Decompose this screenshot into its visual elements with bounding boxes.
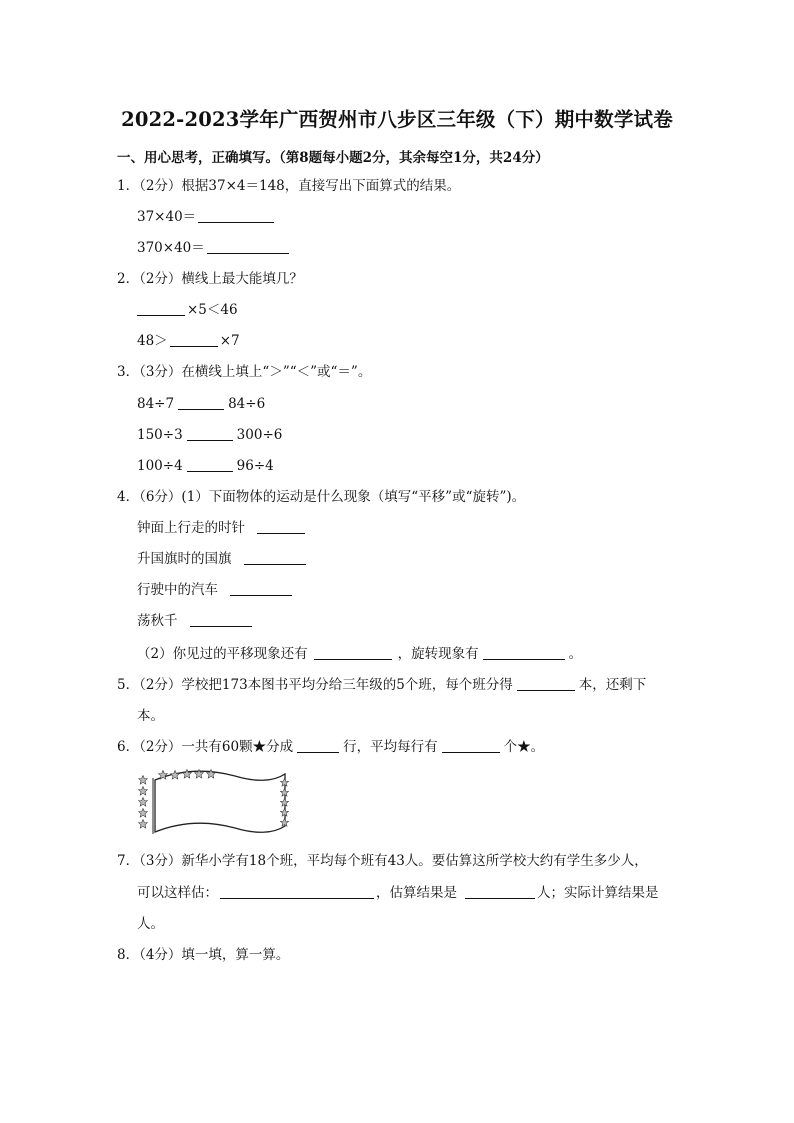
q1-a-expr: 37×40＝ bbox=[137, 209, 197, 225]
q6-stem bbox=[117, 738, 544, 756]
q7-line3: 人。 bbox=[137, 916, 164, 932]
answer-blank[interactable] bbox=[207, 239, 289, 254]
q4-item-label: 荡秋千 bbox=[137, 613, 178, 629]
q4-item bbox=[137, 581, 294, 599]
q4-item bbox=[137, 550, 308, 568]
q4-stem: 4．（6分）(1）下面物体的运动是什么现象（填写“平移”或“旋转”)。 bbox=[117, 489, 526, 505]
q4-item bbox=[137, 612, 254, 630]
q3-row bbox=[137, 395, 265, 413]
answer-blank[interactable] bbox=[297, 738, 339, 753]
q3-stem: 3．（3分）在横线上填上“＞”“＜”或“＝”。 bbox=[117, 364, 372, 380]
q3-left: 150÷3 bbox=[137, 427, 183, 443]
answer-blank[interactable] bbox=[465, 884, 535, 899]
q3-right: 84÷6 bbox=[228, 396, 266, 412]
q6-stem-a: 6．（2分）一共有60颗★分成 bbox=[117, 739, 294, 755]
q4-item-label: 行驶中的汽车 bbox=[137, 582, 218, 598]
answer-blank[interactable] bbox=[517, 676, 575, 691]
q7-line2-b: ，估算结果是 bbox=[376, 885, 457, 901]
star-icon bbox=[139, 809, 148, 818]
answer-blank[interactable] bbox=[230, 581, 292, 596]
q4-part2 bbox=[137, 645, 582, 663]
q3-left: 84÷7 bbox=[137, 396, 175, 412]
answer-blank[interactable] bbox=[137, 301, 185, 316]
q5-stem bbox=[117, 676, 646, 694]
q7-line2 bbox=[137, 884, 659, 902]
q4-item-label: 钟面上行走的时针 bbox=[137, 520, 245, 536]
q2-b-tail: ×7 bbox=[219, 333, 240, 349]
star-flag-figure bbox=[135, 768, 295, 836]
q5-stem-a: 5．（2分）学校把173本图书平均分给三年级的5个班，每个班分得 bbox=[117, 677, 513, 693]
q3-left: 100÷4 bbox=[137, 458, 183, 474]
q4-item-label: 升国旗时的国旗 bbox=[137, 551, 232, 567]
q3-right: 96÷4 bbox=[236, 458, 274, 474]
answer-blank[interactable] bbox=[178, 395, 224, 410]
q2-stem: 2．（2分）横线上最大能填几？ bbox=[117, 271, 303, 287]
flag-banner bbox=[155, 771, 285, 832]
q3-row bbox=[137, 457, 274, 475]
q7-stem: 7．（3分）新华小学有18个班，平均每个班有43人。要估算这所学校大约有学生多少人， bbox=[117, 853, 648, 869]
q6-stem-c: 个★。 bbox=[503, 739, 545, 755]
answer-blank[interactable] bbox=[442, 738, 500, 753]
q1-b-expr: 370×40＝ bbox=[137, 240, 205, 256]
answer-blank[interactable] bbox=[170, 332, 218, 347]
answer-blank[interactable] bbox=[187, 457, 233, 472]
q4-part2-b: ，旋转现象有 bbox=[397, 646, 479, 662]
answer-blank[interactable] bbox=[198, 208, 274, 223]
q4-part2-c: 。 bbox=[568, 646, 583, 662]
page-title: 2022-2023学年广西贺州市八步区三年级（下）期中数学试卷 bbox=[121, 108, 673, 131]
q5-stem-cont: 本。 bbox=[137, 708, 164, 724]
q2-a bbox=[137, 301, 238, 319]
star-icon bbox=[139, 798, 148, 807]
q2-a-tail: ×5＜46 bbox=[187, 302, 238, 318]
q2-b bbox=[137, 332, 240, 350]
q3-row bbox=[137, 426, 282, 444]
answer-blank[interactable] bbox=[244, 550, 306, 565]
q1-stem: 1．（2分）根据37×4＝148，直接写出下面算式的结果。 bbox=[117, 178, 461, 194]
star-icon bbox=[139, 820, 148, 829]
answer-blank[interactable] bbox=[190, 612, 252, 627]
q7-line2-a: 可以这样估： bbox=[137, 885, 218, 901]
q5-stem-b: 本，还剩下 bbox=[578, 677, 647, 693]
answer-blank[interactable] bbox=[483, 645, 565, 660]
answer-blank[interactable] bbox=[314, 645, 392, 660]
q3-right: 300÷6 bbox=[236, 427, 283, 443]
section-heading: 一、用心思考，正确填写。（第8题每小题2分，其余每空1分，共24分） bbox=[117, 150, 549, 166]
q2-b-head: 48＞ bbox=[137, 333, 168, 349]
answer-blank[interactable] bbox=[220, 884, 374, 899]
q8-stem: 8．（4分）填一填，算一算。 bbox=[117, 947, 290, 963]
answer-blank[interactable] bbox=[257, 519, 305, 534]
answer-blank[interactable] bbox=[187, 426, 233, 441]
q1-a bbox=[137, 208, 276, 226]
q6-stem-b: 行，平均每行有 bbox=[343, 739, 438, 755]
q1-b bbox=[137, 239, 291, 257]
star-icon bbox=[139, 787, 148, 796]
q4-part2-a: （2）你见过的平移现象还有 bbox=[137, 646, 308, 662]
q4-item bbox=[137, 519, 307, 537]
star-icon bbox=[139, 776, 148, 785]
q7-line2-c: 人；实际计算结果是 bbox=[537, 885, 659, 901]
